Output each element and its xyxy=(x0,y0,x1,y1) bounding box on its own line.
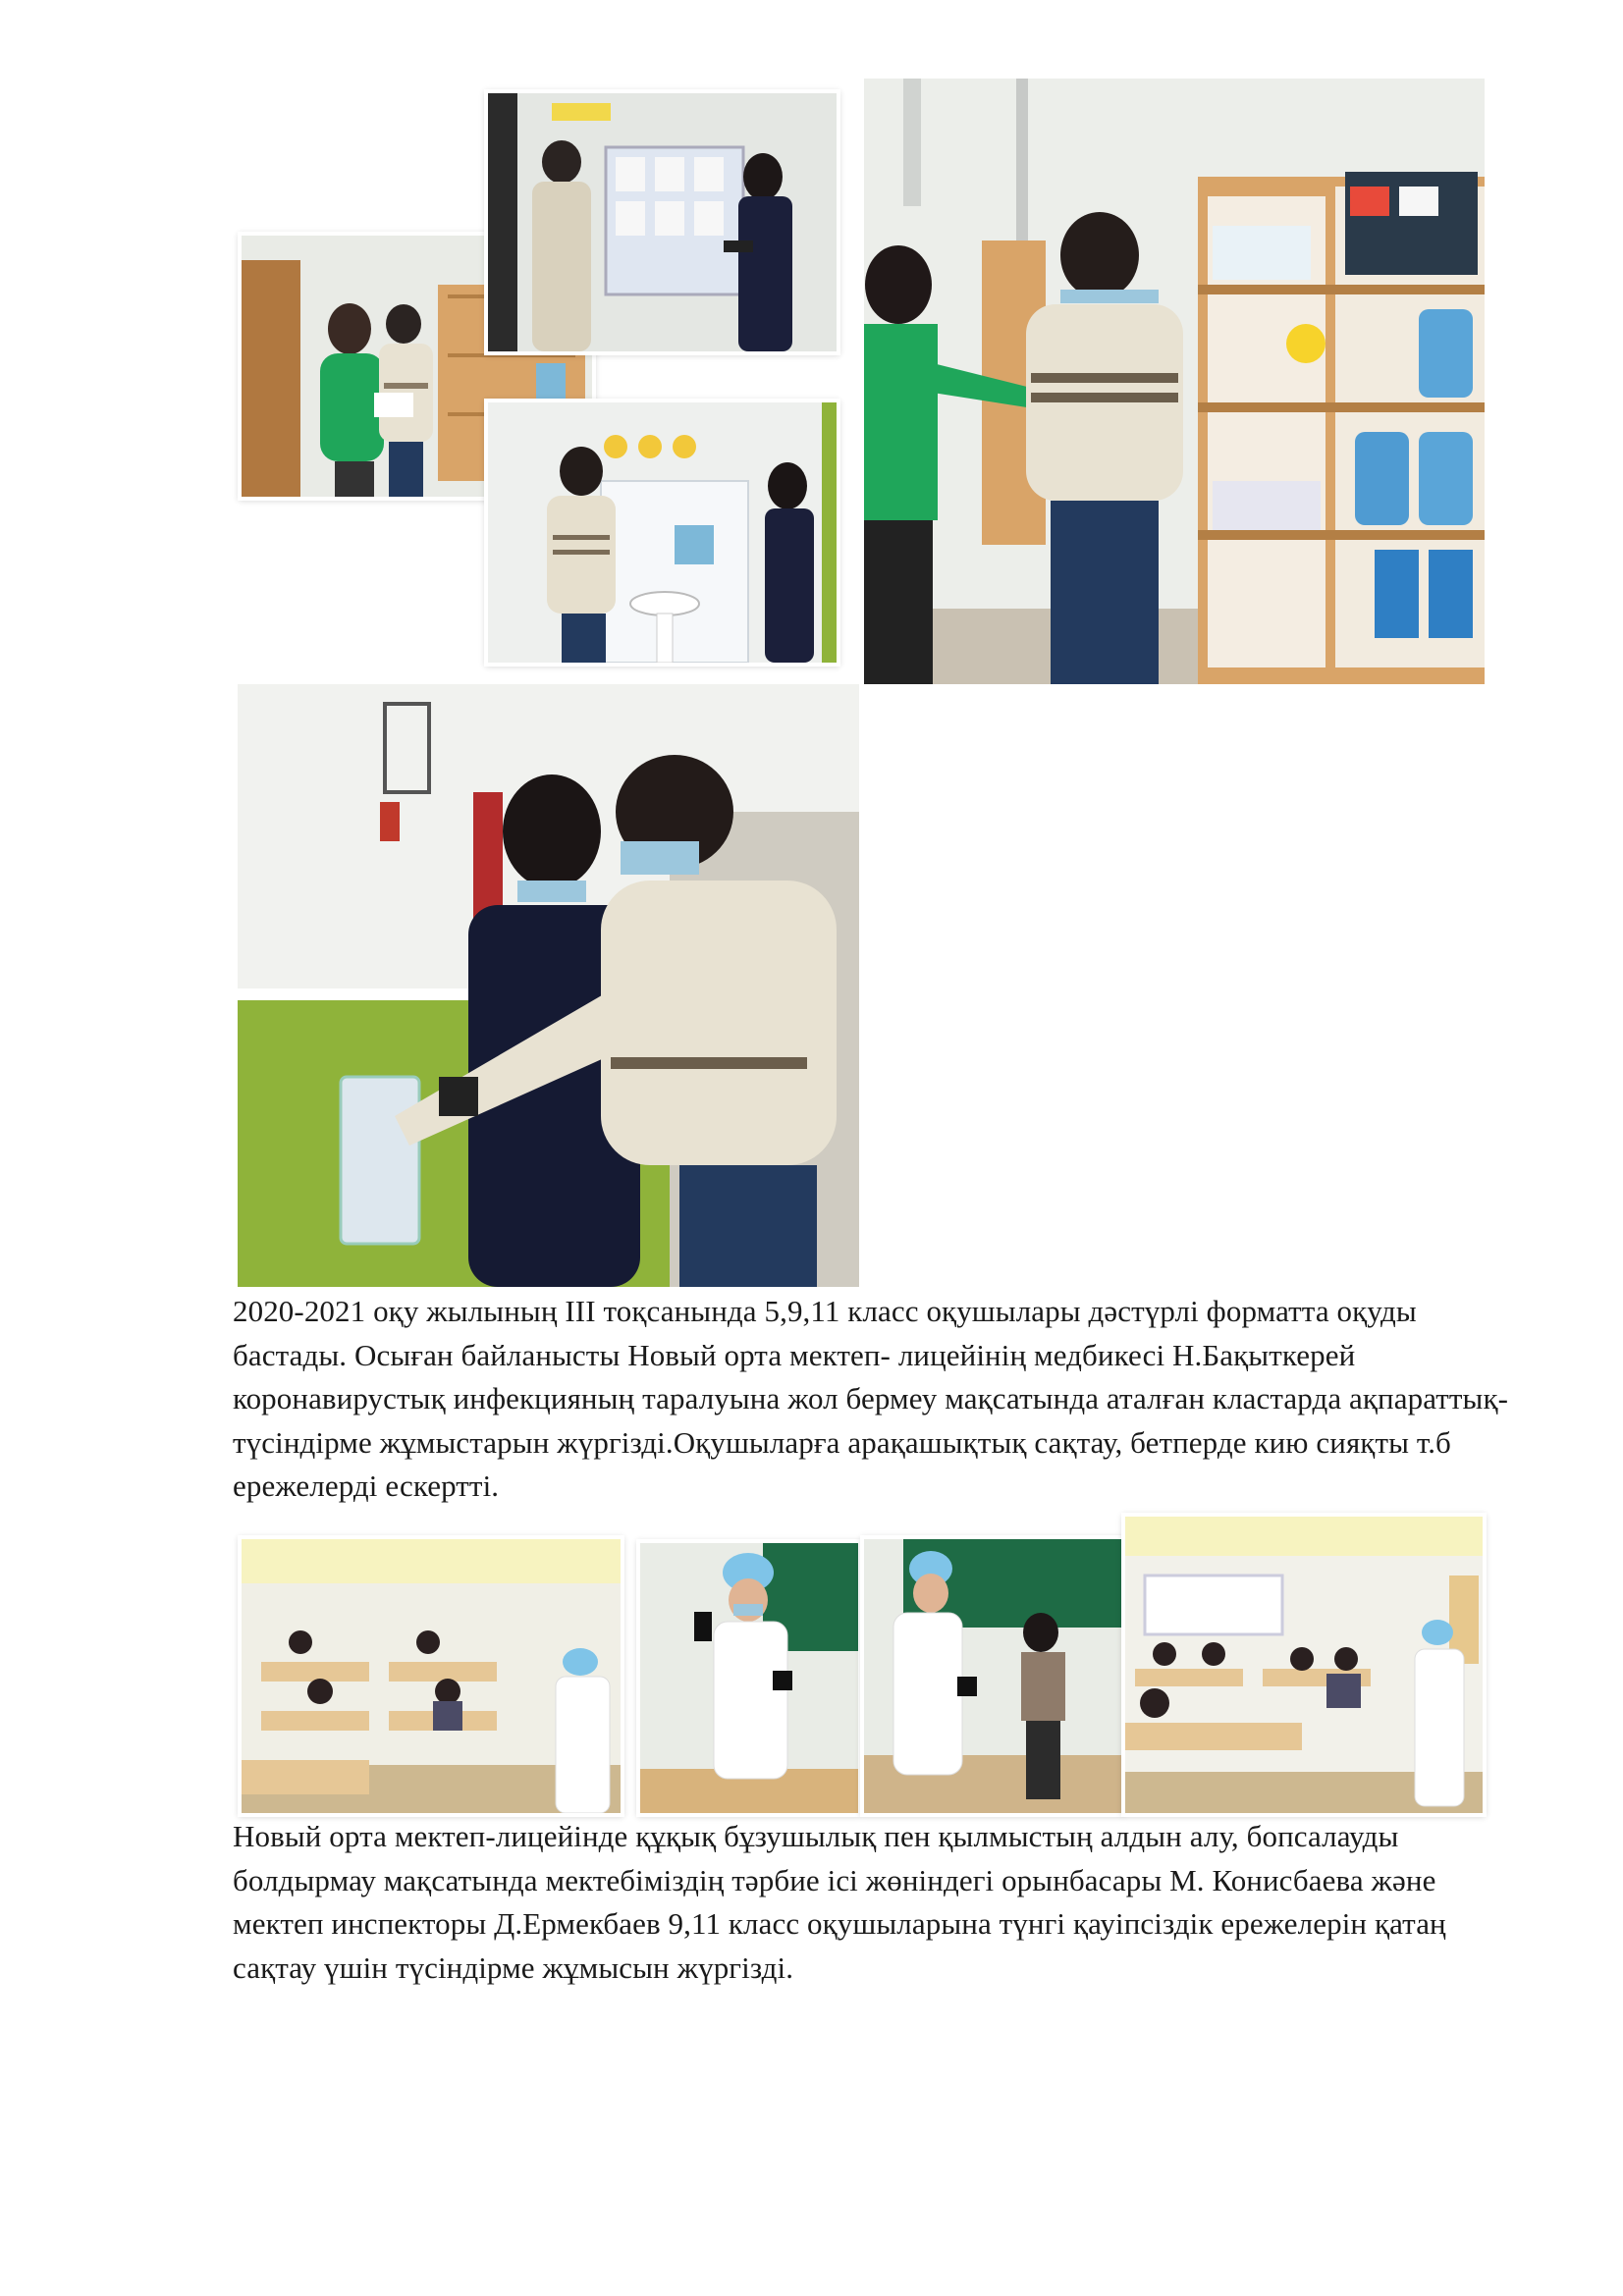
photo-notice-board xyxy=(488,93,837,351)
photo-shelves xyxy=(864,79,1485,684)
photo-sanitizer xyxy=(238,684,859,1287)
photo-classroom-3 xyxy=(864,1539,1121,1813)
photo-washbasin xyxy=(488,402,837,663)
photo-classroom-1 xyxy=(242,1539,621,1813)
paragraph-nurse-information-work: 2020-2021 оқу жылының ІІІ тоқсанында 5,9,11 класс оқушылары дәстүрлі форматта оқуды бастады. Осыған байланысты Новый орта мектеп- лицейінің медбикесі Н.Бақыткерей коронавирустық инфекцияның таралуына жол бермеу мақсатында аталған кластарда ақпараттық- түсіндірме жұмыстарын жүргізді.Оқушыларға арақашықтық сақтау, бетперде кию сияқты т.б ережелерді ескертті. xyxy=(233,1294,1509,1503)
photo-classroom-2 xyxy=(640,1543,858,1813)
paragraph-crime-prevention-work: Новый орта мектеп-лицейінде құқық бұзушылық пен қылмыстың алдын алу, бопсалауды болдырмау мақсатында мектебіміздің тәрбие ісі жөніндегі орынбасары М. Конисбаева және мектеп инспекторы Д.Ермекбаев 9,11 класс оқушыларына түнгі қауіпсіздік ережелерін қатаң сақтау үшін түсіндірме жұмысын жүргізді. xyxy=(233,1819,1446,1985)
photo-classroom-4 xyxy=(1125,1517,1483,1813)
